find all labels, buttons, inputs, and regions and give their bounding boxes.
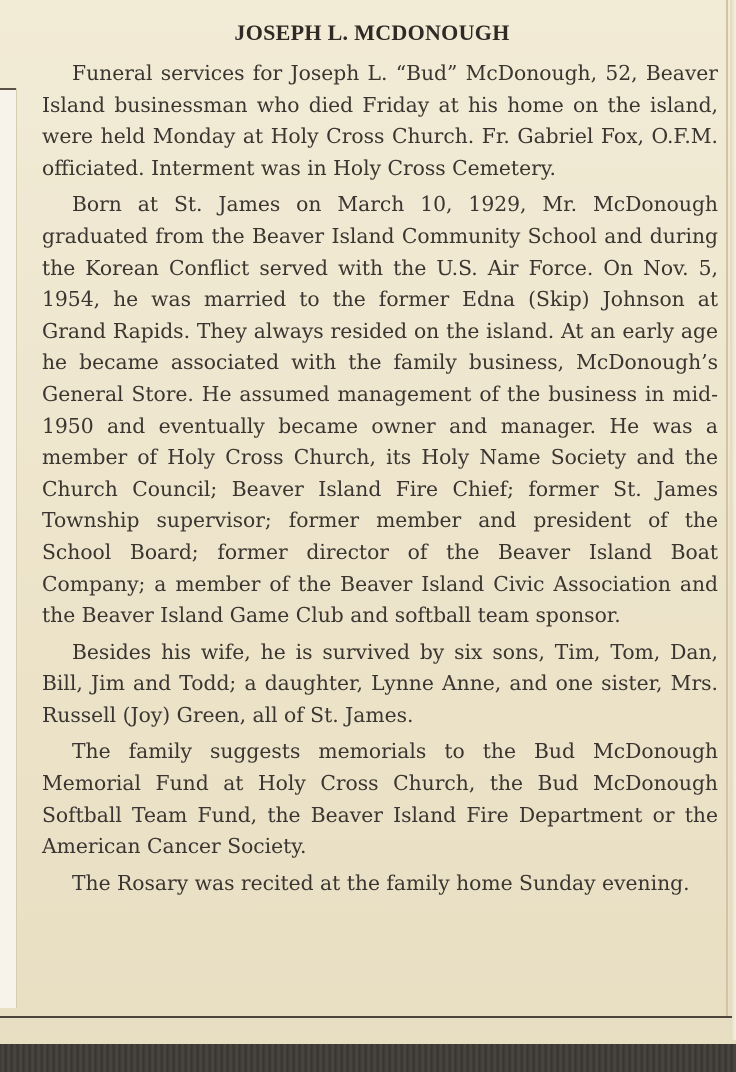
obituary-clipping bbox=[16, 0, 728, 1018]
right-page-edge bbox=[730, 0, 736, 1040]
clipping-right-border bbox=[726, 0, 728, 1018]
left-margin-strip bbox=[0, 88, 17, 1008]
paragraph-rosary: The Rosary was recited at the family home Sunday evening. bbox=[72, 870, 690, 895]
clipping-bottom-border bbox=[0, 1016, 732, 1018]
obituary-body bbox=[42, 58, 718, 904]
paragraph-biography: Born at St. James on March 10, 1929, Mr. McDonough graduated from the Beaver Island Community School and during the Korean Conflict served with the U.S. Air Force. On Nov. 5, 1954, he was married to the former Edna (Skip) Johnson at Grand Rapids. They always resided on the island. At an early age he became associated with the family business, McDonough’s General Store. He assumed management of the business in mid-1950 and eventually became owner and manager. He was a member of Holy Cross Church, its Holy Name Society and the Church Council; Beaver Island Fire Chief; former St. James Township supervisor; former member and president of the School Board; former director of the Beaver Island Boat Company; a member of the Beaver Island Civic Association and the Beaver Island Game Club and softball team sponsor. bbox=[42, 192, 718, 628]
paragraph-funeral-services: Funeral services for Joseph L. “Bud” McDonough, 52, Beaver Island businessman who died Friday at his home on the island, were held Monday at Holy Cross Church. Fr. Gabriel Fox, O.F.M. officiated. Interment was in Holy Cross Cemetery. bbox=[42, 61, 718, 180]
left-margin-mark bbox=[0, 88, 16, 90]
obituary-headline: JOSEPH L. MCDONOUGH bbox=[234, 20, 510, 45]
paragraph-memorials: The family suggests memorials to the Bud McDonough Memorial Fund at Holy Cross Church, the Bud McDonough Softball Team Fund, the Beaver Island Fire Department or the American Cancer Society. bbox=[42, 739, 718, 859]
paragraph-survivors: Besides his wife, he is survived by six sons, Tim, Tom, Dan, Bill, Jim and Todd; a daughter, Lynne Anne, and one sister, Mrs. Russell (Joy) Green, all of St. James. bbox=[42, 639, 718, 727]
scanner-bottom-band bbox=[0, 1044, 736, 1072]
